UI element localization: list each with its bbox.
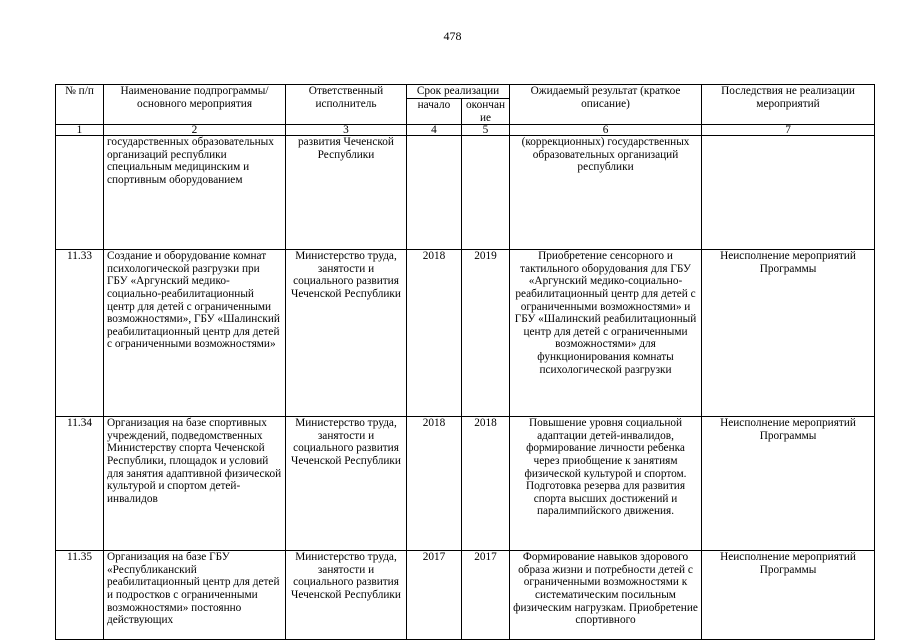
header-end: окончан ие bbox=[462, 99, 510, 125]
row-result: Формирование навыков здорового образа жизни и потребности детей с ограниченными возможностями к систематическим посильным физическим нагрузкам. Приобретение спортивного bbox=[510, 551, 702, 640]
header-start: начало bbox=[407, 99, 462, 125]
header-term: Срок реализации bbox=[407, 85, 510, 99]
row-name: Создание и оборудование комнат психологической разгрузки при ГБУ «Аргунский медико-социально-реабилитационный центр для детей с ограниченными возможностями», ГБУ «Шалинский реабилитационный центр для детей с ограниченными возможностями» bbox=[104, 250, 286, 417]
column-number-row bbox=[56, 125, 875, 136]
table-row bbox=[56, 417, 875, 551]
row-consequences: Неисполнение мероприятий Программы bbox=[702, 551, 875, 640]
header-responsible: Ответственный исполнитель bbox=[286, 85, 407, 125]
row-consequences: Неисполнение мероприятий Программы bbox=[702, 417, 875, 551]
header-num: № п/п bbox=[56, 85, 104, 125]
row-end: 2017 bbox=[462, 551, 510, 640]
column-number: 5 bbox=[462, 125, 510, 136]
row-result: (коррекционных) государственных образовательных организаций республики bbox=[510, 136, 702, 250]
program-events-table bbox=[55, 84, 875, 640]
table-row bbox=[56, 250, 875, 417]
row-result: Повышение уровня социальной адаптации детей-инвалидов, формирование личности ребенка через приобщение к занятиям физической культурой и спортом. Подготовка резерва для развития спорта высших достижений и паралимпийского движения. bbox=[510, 417, 702, 551]
row-num: 11.33 bbox=[56, 250, 104, 417]
row-name: Организация на базе ГБУ «Республиканский реабилитационный центр для детей и подростков с ограниченными возможностями» постоянно действующих bbox=[104, 551, 286, 640]
table-row bbox=[56, 136, 875, 250]
column-number: 3 bbox=[286, 125, 407, 136]
row-num: 11.35 bbox=[56, 551, 104, 640]
row-responsible: Министерство труда, занятости и социального развития Чеченской Республики bbox=[286, 417, 407, 551]
row-responsible: Министерство труда, занятости и социального развития Чеченской Республики bbox=[286, 551, 407, 640]
row-num: 11.34 bbox=[56, 417, 104, 551]
row-consequences bbox=[702, 136, 875, 250]
row-start: 2018 bbox=[407, 250, 462, 417]
column-number: 2 bbox=[104, 125, 286, 136]
column-number: 1 bbox=[56, 125, 104, 136]
column-number: 6 bbox=[510, 125, 702, 136]
header-name: Наименование подпрограммы/ основного мероприятия bbox=[104, 85, 286, 125]
row-responsible: развития Чеченской Республики bbox=[286, 136, 407, 250]
row-responsible: Министерство труда, занятости и социального развития Чеченской Республики bbox=[286, 250, 407, 417]
row-start bbox=[407, 136, 462, 250]
row-end: 2018 bbox=[462, 417, 510, 551]
header-consequences: Последствия не реализации мероприятий bbox=[702, 85, 875, 125]
row-result: Приобретение сенсорного и тактильного оборудования для ГБУ «Аргунский медико-социально-реабилитационный центр для детей с ограниченными возможностями» и ГБУ «Шалинский реабилитационный центр для детей с ограниченными возможностями» для функционирования комнаты психологической разгрузки bbox=[510, 250, 702, 417]
row-end: 2019 bbox=[462, 250, 510, 417]
row-end bbox=[462, 136, 510, 250]
row-consequences: Неисполнение мероприятий Программы bbox=[702, 250, 875, 417]
row-start: 2017 bbox=[407, 551, 462, 640]
row-num bbox=[56, 136, 104, 250]
row-name: государственных образовательных организаций республики специальным медицинским и спортивным оборудованием bbox=[104, 136, 286, 250]
table-header-row bbox=[56, 85, 875, 99]
table-row bbox=[56, 551, 875, 640]
page-number: 478 bbox=[443, 29, 462, 43]
row-name: Организация на базе спортивных учреждений, подведомственных Министерству спорта Чеченской Республики, площадок и условий для занятия адаптивной физической культурой и спортом детей- инвалидов bbox=[104, 417, 286, 551]
row-start: 2018 bbox=[407, 417, 462, 551]
column-number: 7 bbox=[702, 125, 875, 136]
header-result: Ожидаемый результат (краткое описание) bbox=[510, 85, 702, 125]
column-number: 4 bbox=[407, 125, 462, 136]
